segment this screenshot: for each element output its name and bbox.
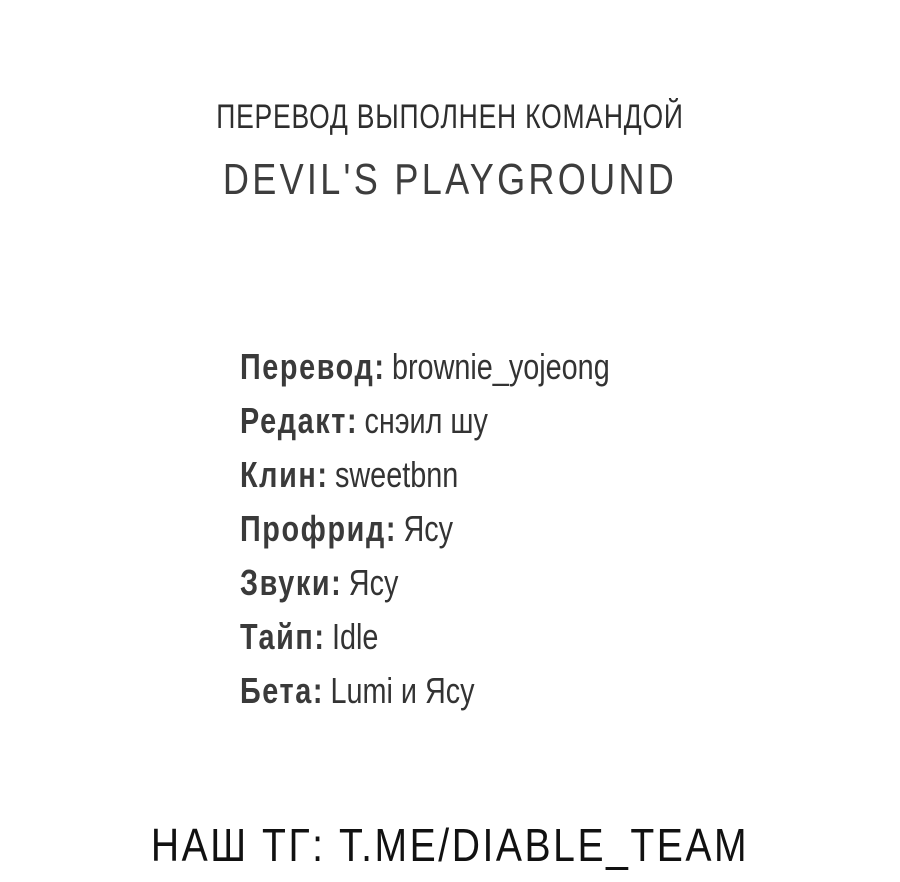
credit-name: Ясу bbox=[403, 508, 454, 549]
credit-name: Lumi и Ясу bbox=[330, 670, 475, 711]
credit-role: Редакт bbox=[240, 400, 347, 441]
credit-role: Профрид bbox=[240, 508, 386, 549]
credit-name: Idle bbox=[332, 616, 379, 657]
credit-name: sweetbnn bbox=[334, 454, 459, 495]
credit-role: Перевод bbox=[240, 346, 375, 387]
credit-row-proofreading: Профрид: Ясу bbox=[240, 508, 454, 549]
credit-name: снэил шу bbox=[364, 400, 488, 441]
translation-team-caption: ПЕРЕВОД ВЫПОЛНЕН КОМАНДОЙ bbox=[216, 98, 684, 136]
credit-role: Клин bbox=[240, 454, 318, 495]
credit-row-translation: Перевод: brownie_yojeong bbox=[240, 346, 610, 387]
credit-name: Ясу bbox=[348, 562, 399, 603]
telegram-link-text: НАШ ТГ: T.ME/DIABLE_TEAM bbox=[150, 819, 750, 871]
credit-role: Тайп bbox=[240, 616, 315, 657]
credit-row-beta: Бета: Lumi и Ясу bbox=[240, 670, 475, 711]
credit-row-sounds: Звуки: Ясу bbox=[240, 562, 399, 603]
credit-role: Бета bbox=[240, 670, 313, 711]
credit-row-cleaning: Клин: sweetbnn bbox=[240, 454, 459, 495]
credit-row-editing: Редакт: снэил шу bbox=[240, 400, 488, 441]
team-name-title: DEVIL'S PLAYGROUND bbox=[222, 155, 678, 204]
credit-row-typesetting: Тайп: Idle bbox=[240, 616, 379, 657]
credit-name: brownie_yojeong bbox=[391, 346, 610, 387]
credit-role: Звуки bbox=[240, 562, 332, 603]
credits-list bbox=[240, 340, 800, 718]
